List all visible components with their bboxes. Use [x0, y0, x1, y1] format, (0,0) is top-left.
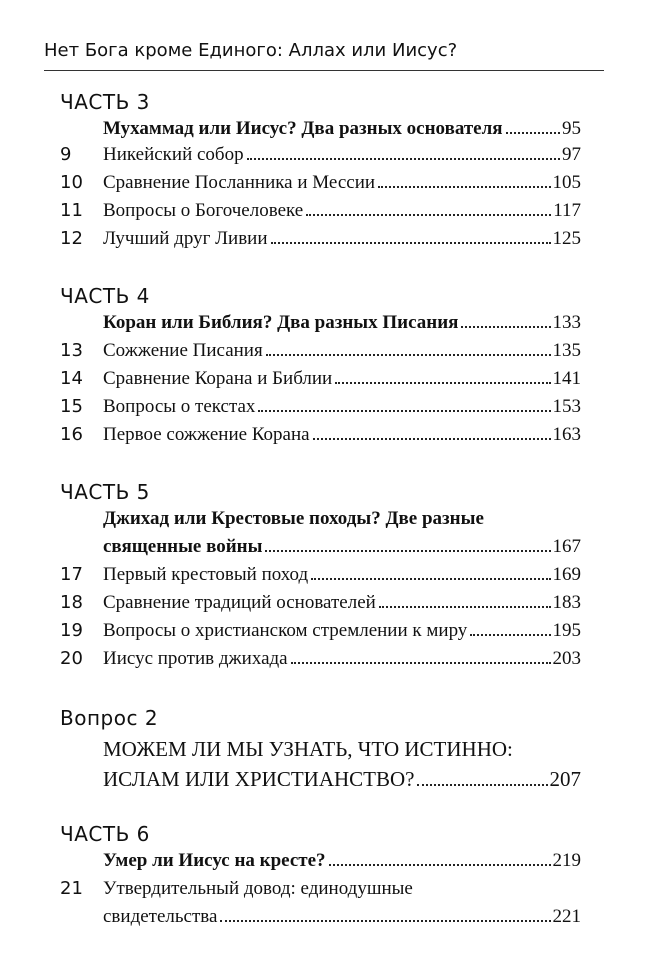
part-5-heading-line2: священные войны: [103, 536, 263, 557]
question-2-label: Вопрос 2: [60, 706, 159, 730]
part-6-heading-title: Умер ли Иисус на кресте?: [103, 850, 326, 871]
chapter-title: Никейский собор: [103, 144, 244, 165]
chapter-21-title-line2: свидетельства: [103, 906, 218, 927]
leader-dots: [335, 382, 550, 384]
chapter-title: Сравнение Корана и Библии: [103, 368, 333, 389]
chapter-title: Вопросы о Богочеловеке: [103, 200, 304, 221]
part-3-heading-page: 95: [562, 118, 581, 139]
leader-dots: [291, 662, 551, 664]
chapter-entry-12: [103, 226, 581, 252]
chapter-page: 135: [552, 340, 581, 361]
leader-dots: [266, 354, 551, 356]
leader-dots: [265, 550, 550, 552]
leader-dots: [220, 920, 550, 922]
question-2-heading: [103, 764, 581, 794]
chapter-entry-14: [103, 366, 581, 392]
leader-dots: [379, 606, 551, 608]
chapter-page: 195: [552, 620, 581, 641]
leader-dots: [506, 132, 560, 134]
leader-dots: [417, 784, 547, 786]
leader-dots: [313, 438, 551, 440]
chapter-page: 141: [552, 368, 581, 389]
chapter-title: Первый крестовый поход: [103, 564, 309, 585]
chapter-entry-15: [103, 394, 581, 420]
chapter-title: Сравнение традиций основателей: [103, 592, 376, 613]
question-2-page: 207: [549, 767, 581, 791]
chapter-title: Лучший друг Ливии: [103, 228, 268, 249]
chapter-entry-11: [103, 198, 581, 224]
chapter-number: 12: [60, 228, 83, 249]
chapter-number: 18: [60, 592, 83, 613]
chapter-title: Сравнение Посланника и Мессии: [103, 172, 376, 193]
chapter-number: 11: [60, 200, 83, 221]
chapter-entry-10: [103, 170, 581, 196]
part-5-heading-line1: Джихад или Крестовые походы? Две разные: [103, 508, 484, 529]
chapter-number: 10: [60, 172, 83, 193]
chapter-number: 16: [60, 424, 83, 445]
chapter-title: Вопросы о текстах: [103, 396, 256, 417]
chapter-entry-20: [103, 646, 581, 672]
running-header: Нет Бога кроме Единого: Аллах или Иисус?: [44, 38, 604, 71]
leader-dots: [311, 578, 550, 580]
part-5-heading-page: 167: [552, 536, 581, 557]
part-3-label: ЧАСТЬ 3: [60, 90, 150, 114]
part-6-heading: [103, 848, 581, 874]
leader-dots: [378, 186, 550, 188]
part-3-heading: [103, 116, 581, 142]
chapter-number: 20: [60, 648, 83, 669]
chapter-number: 14: [60, 368, 83, 389]
part-4-label: ЧАСТЬ 4: [60, 284, 150, 308]
chapter-number: 21: [60, 878, 83, 899]
part-4-heading: [103, 310, 581, 336]
part-6-label: ЧАСТЬ 6: [60, 822, 150, 846]
leader-dots: [306, 214, 551, 216]
chapter-entry-16: [103, 422, 581, 448]
chapter-page: 163: [552, 424, 581, 445]
chapter-entry-19: [103, 618, 581, 644]
part-4-heading-title: Коран или Библия? Два разных Писания: [103, 312, 459, 333]
chapter-number: 15: [60, 396, 83, 417]
chapter-number: 19: [60, 620, 83, 641]
part-5-label: ЧАСТЬ 5: [60, 480, 150, 504]
chapter-page: 97: [562, 144, 581, 165]
leader-dots: [470, 634, 550, 636]
chapter-title: Первое сожжение Корана: [103, 424, 310, 445]
leader-dots: [271, 242, 551, 244]
chapter-21-title-line1: Утвердительный довод: единодушные: [103, 878, 413, 899]
chapter-number: 17: [60, 564, 83, 585]
chapter-entry-13: [103, 338, 581, 364]
chapter-page: 125: [552, 228, 581, 249]
chapter-entry-21: [103, 904, 581, 930]
chapter-page: 169: [552, 564, 581, 585]
part-6-heading-page: 219: [552, 850, 581, 871]
chapter-page: 221: [552, 906, 581, 927]
chapter-page: 203: [552, 648, 581, 669]
chapter-entry-17: [103, 562, 581, 588]
chapter-page: 117: [553, 200, 581, 221]
question-2-title-line1: МОЖЕМ ЛИ МЫ УЗНАТЬ, ЧТО ИСТИННО:: [103, 737, 513, 761]
leader-dots: [461, 326, 550, 328]
chapter-title: Иисус против джихада: [103, 648, 288, 669]
chapter-page: 153: [552, 396, 581, 417]
chapter-number: 13: [60, 340, 83, 361]
chapter-page: 105: [552, 172, 581, 193]
part-3-heading-title: Мухаммад или Иисус? Два разных основателя: [103, 118, 503, 139]
question-2-title-line2: ИСЛАМ ИЛИ ХРИСТИАНСТВО?: [103, 767, 415, 791]
part-5-heading: [103, 534, 581, 560]
leader-dots: [258, 410, 550, 412]
part-4-heading-page: 133: [552, 312, 581, 333]
chapter-title: Сожжение Писания: [103, 340, 263, 361]
chapter-entry-18: [103, 590, 581, 616]
leader-dots: [247, 158, 560, 160]
chapter-number: 9: [60, 144, 72, 165]
chapter-title: Вопросы о христианском стремлении к миру: [103, 620, 468, 641]
leader-dots: [329, 864, 551, 866]
chapter-entry-9: [103, 142, 581, 168]
chapter-page: 183: [552, 592, 581, 613]
